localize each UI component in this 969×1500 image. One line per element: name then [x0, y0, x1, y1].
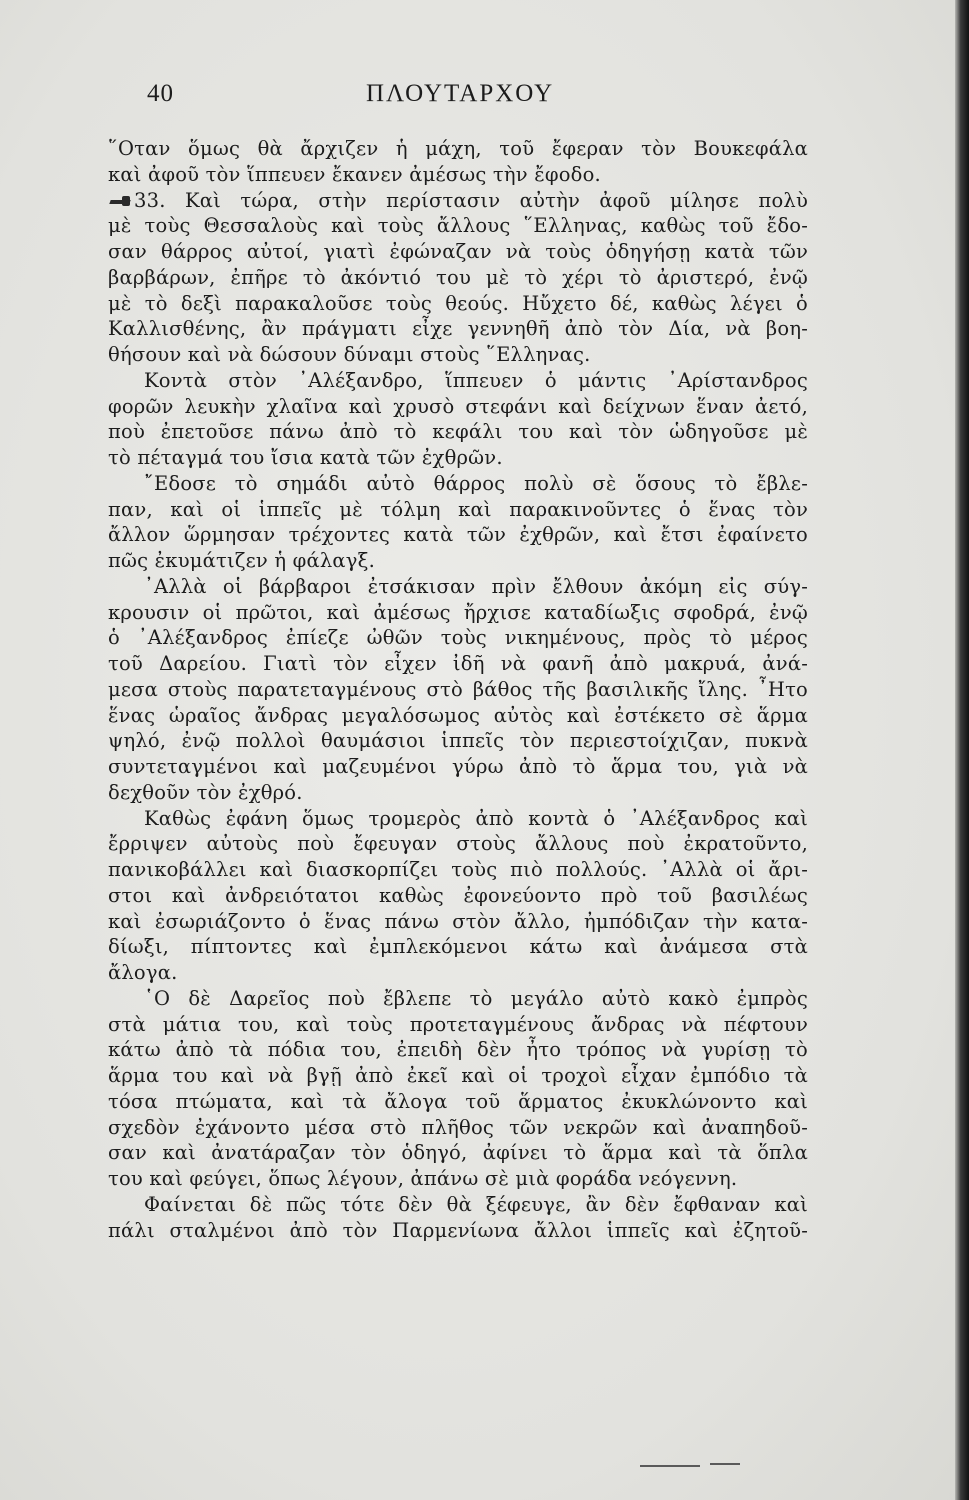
text-line-content: τόσα πτώματα, καὶ τὰ ἄλογα τοῦ ἅρματος ἐκυκλώνοντο καὶ	[108, 1089, 808, 1113]
text-line-content: του καὶ φεύγει, ὅπως λέγουν, ἀπάνω σὲ μιὰ φοράδα νεόγεννη.	[108, 1167, 738, 1190]
text-line	[108, 1037, 808, 1063]
text-line	[108, 1012, 808, 1038]
text-line-content: τὸ πέταγμά του ἴσια κατὰ τῶν ἐχθρῶν.	[108, 446, 503, 469]
text-line	[108, 600, 808, 626]
text-line-content: δεχθοῦν τὸν ἐχθρό.	[108, 780, 303, 804]
page-number: 40	[147, 80, 174, 107]
text-line	[108, 1089, 808, 1115]
text-line	[108, 1140, 808, 1166]
text-line	[108, 651, 808, 677]
text-line	[108, 548, 808, 574]
text-line-content: τοῦ Δαρείου. Γιατὶ τὸν εἶχεν ἰδῆ νὰ φανῆ ἀπὸ μακρυά, ἀνά-	[108, 652, 808, 675]
page-header	[0, 80, 969, 114]
text-line-content: Φαίνεται δὲ πῶς τότε δὲν θὰ ξέφευγε, ἂν δὲν ἔφθαναν καὶ	[144, 1192, 808, 1216]
text-line	[108, 1218, 808, 1244]
text-line-content: ἔρριψεν αὐτοὺς ποὺ ἔφευγαν στοὺς ἄλλους ποὺ ἐκρατοῦντο,	[108, 832, 808, 856]
text-line	[108, 934, 808, 960]
text-line	[108, 368, 808, 394]
text-line-content: κάτω ἀπὸ τὰ πόδια του, ἐπειδὴ δὲν ἦτο τρόπος νὰ γυρίσῃ τὸ	[108, 1038, 808, 1062]
text-line	[108, 986, 808, 1012]
text-line-content: ἅρμα του καὶ νὰ βγῇ ἀπὸ ἐκεῖ καὶ οἱ τροχοὶ εἶχαν ἐμπόδιο τὰ	[108, 1064, 808, 1087]
text-line	[108, 806, 808, 832]
text-line	[108, 1115, 808, 1141]
text-line-content: Καθὼς ἐφάνη ὅμως τρομερὸς ἀπὸ κοντὰ ὁ ᾿Αλέξανδρος καὶ	[144, 806, 808, 830]
text-line-content: ὁ ᾿Αλέξανδρος ἐπίεζε ὠθῶν τοὺς νικημένους, πρὸς τὸ μέρος	[108, 626, 808, 650]
text-line	[108, 162, 808, 188]
text-line-content: ἕνας ὡραῖος ἄνδρας μεγαλόσωμος αὐτὸς καὶ ἐστέκετο σὲ ἅρμα	[108, 703, 808, 727]
text-line-content: παν, καὶ οἱ ἱππεῖς μὲ τόλμη καὶ παρακινοῦντες ὁ ἕνας τὸν	[108, 497, 808, 521]
text-line	[108, 754, 808, 780]
text-line-content: ἄλλον ὥρμησαν τρέχοντες κατὰ τῶν ἐχθρῶν, καὶ ἔτσι ἐφαίνετο	[108, 523, 808, 547]
text-line-content: δίωξι, πίπτοντες καὶ ἐμπλεκόμενοι κάτω καὶ ἀνάμεσα στὰ	[108, 935, 808, 959]
text-line	[108, 522, 808, 548]
text-line-content: καὶ ἀφοῦ τὸν ἵππευεν ἔκανεν ἀμέσως τὴν ἔφοδο.	[108, 162, 601, 186]
text-line-content: καὶ ἐσωριάζοντο ὁ ἕνας πάνω στὸν ἄλλο, ἠμπόδιζαν τὴν κατα-	[108, 909, 808, 933]
running-head: ΠΛΟΥΤΑΡΧΟΥ	[366, 80, 555, 107]
text-line-content: πάλι σταλμένοι ἀπὸ τὸν Παρμενίωνα ἄλλοι ἱππεῖς καὶ ἐζητοῦ-	[108, 1218, 808, 1242]
ink-mark-icon	[108, 196, 134, 206]
text-line-content: ψηλό, ἐνῷ πολλοὶ θαυμάσιοι ἱππεῖς τὸν περιεστοίχιζαν, πυκνὰ	[108, 729, 808, 753]
text-line-content: ποὺ ἐπετοῦσε πάνω ἀπὸ τὸ κεφάλι του καὶ τὸν ὡδηγοῦσε μὲ	[108, 420, 808, 444]
text-line	[108, 497, 808, 523]
text-line-content: βαρβάρων, ἐπῆρε τὸ ἀκόντιό του μὲ τὸ χέρι τὸ ἀριστερό, ἐνῷ	[108, 265, 808, 289]
text-line	[108, 188, 808, 214]
text-line	[108, 394, 808, 420]
text-line-content: συντεταγμένοι καὶ μαζευμένοι γύρω ἀπὸ τὸ ἅρμα του, γιὰ νὰ	[108, 755, 808, 778]
text-line-content: σαν καὶ ἀνατάραζαν τὸν ὁδηγό, ἀφίνει τὸ ἅρμα καὶ τὰ ὅπλα	[108, 1141, 808, 1165]
text-line	[108, 213, 808, 239]
text-line-content: στοι καὶ ἀνδρειότατοι καθὼς ἐφονεύοντο πρὸ τοῦ βασιλέως	[108, 883, 808, 907]
text-line	[108, 780, 808, 806]
text-line	[108, 574, 808, 600]
text-line-content: ῎Εδοσε τὸ σημάδι αὐτὸ θάρρος πολὺ σὲ ὅσους τὸ ἔβλε-	[144, 471, 808, 495]
text-line-content: μεσα στοὺς παρατεταγμένους στὸ βάθος τῆς βασιλικῆς ἴλης. ῏Ητο	[108, 677, 808, 701]
text-line-content: ῾Ο δὲ Δαρεῖος ποὺ ἔβλεπε τὸ μεγάλο αὐτὸ κακὸ ἐμπρὸς	[144, 986, 808, 1010]
text-line-content: Κοντὰ στὸν ᾿Αλέξανδρο, ἵππευεν ὁ μάντις ᾿Αρίστανδρος	[144, 368, 808, 392]
text-line-content: ᾿Αλλὰ οἱ βάρβαροι ἐτσάκισαν πρὶν ἔλθουν ἀκόμη εἰς σύγ-	[144, 574, 808, 598]
text-line-content: 33. Καὶ τώρα, στὴν περίστασιν αὐτὴν ἀφοῦ μίλησε πολὺ	[134, 188, 808, 212]
text-line-content: στὰ μάτια του, καὶ τοὺς προτεταγμένους ἄνδρας νὰ πέφτουν	[108, 1012, 808, 1036]
text-line-content: σχεδὸν ἐχάνοντο μέσα στὸ πλῆθος τῶν νεκρῶν καὶ ἀναπηδοῦ-	[108, 1115, 808, 1139]
text-line	[108, 316, 808, 342]
text-line-content: κρουσιν οἱ πρῶτοι, καὶ ἀμέσως ἤρχισε καταδίωξις σφοδρά, ἐνῷ	[108, 600, 808, 624]
text-line-content: μὲ τὸ δεξὶ παρακαλοῦσε τοὺς θεούς. Ηὔχετο δέ, καθὼς λέγει ὁ	[108, 291, 808, 315]
text-line-content: θήσουν καὶ νὰ δώσουν δύναμι στοὺς ῞Ελληνας.	[108, 343, 591, 366]
text-line-content: πῶς ἐκυμάτιζεν ἡ φάλαγξ.	[108, 549, 375, 572]
text-line	[108, 625, 808, 651]
text-line	[108, 909, 808, 935]
text-line	[108, 883, 808, 909]
text-line	[108, 960, 808, 986]
text-line-content: ῞Οταν ὅμως θὰ ἄρχιζεν ἡ μάχη, τοῦ ἔφεραν τὸν Βουκεφάλα	[108, 137, 808, 160]
text-line	[108, 445, 808, 471]
body-text	[108, 136, 808, 1243]
text-line	[108, 239, 808, 265]
text-line	[108, 1166, 808, 1192]
text-line-content: σαν θάρρος αὐτοί, γιατὶ ἐφώναζαν νὰ τοὺς ὁδηγήσῃ κατὰ τῶν	[108, 240, 808, 263]
page-edge-shadow	[955, 0, 969, 1500]
text-line	[108, 291, 808, 317]
text-line-content: φορῶν λευκὴν χλαῖνα καὶ χρυσὸ στεφάνι καὶ δείχνων ἕναν ἀετό,	[108, 394, 808, 418]
text-line-content: Καλλισθένης, ἂν πράγματι εἶχε γεννηθῆ ἀπὸ τὸν Δία, νὰ βοη-	[108, 317, 808, 341]
text-line	[108, 857, 808, 883]
text-line	[108, 1063, 808, 1089]
text-line	[108, 703, 808, 729]
text-line	[108, 419, 808, 445]
text-line	[108, 831, 808, 857]
text-line-content: πανικοβάλλει καὶ διασκορπίζει τοὺς πιὸ πολλούς. ᾿Αλλὰ οἱ ἄρι-	[108, 858, 808, 881]
smudge-mark	[640, 1462, 750, 1470]
text-line	[108, 728, 808, 754]
text-line	[108, 342, 808, 368]
text-line	[108, 136, 808, 162]
text-line	[108, 471, 808, 497]
text-line	[108, 265, 808, 291]
text-line	[108, 677, 808, 703]
text-line-content: ἄλογα.	[108, 961, 178, 984]
text-line	[108, 1192, 808, 1218]
text-line-content: μὲ τοὺς Θεσσαλοὺς καὶ τοὺς ἄλλους ῞Ελληνας, καθὼς τοῦ ἔδο-	[108, 214, 808, 238]
